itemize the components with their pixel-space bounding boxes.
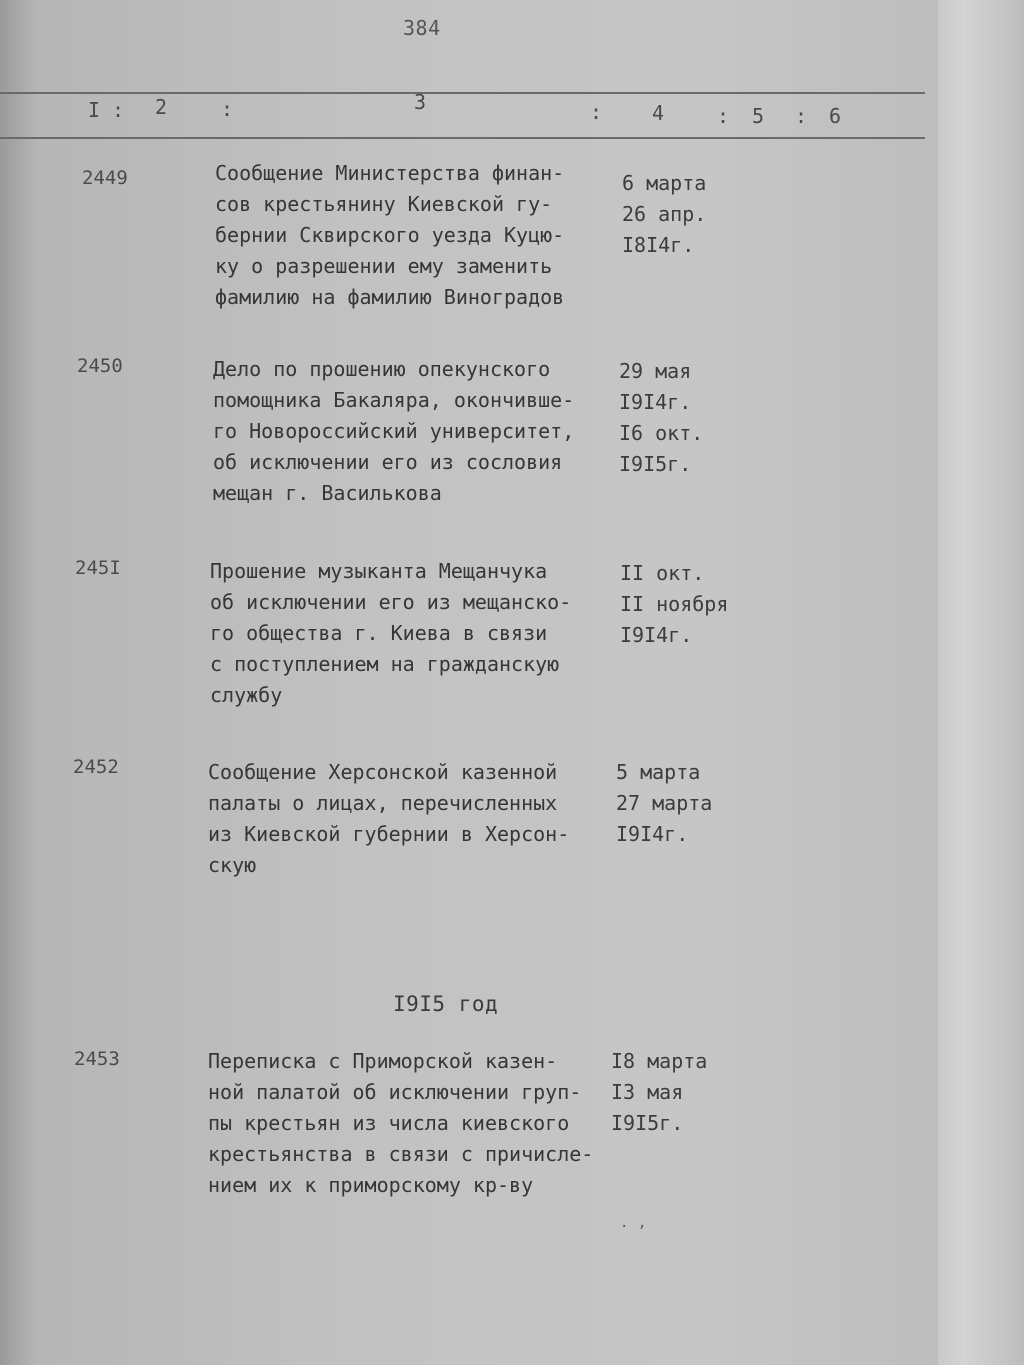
description-line: об исключении его из мещанско-	[210, 590, 572, 614]
description-line: Переписка с Приморской казен-	[208, 1049, 558, 1073]
column-separator: :	[112, 98, 125, 122]
description-line: ку о разрешении ему заменить	[215, 254, 553, 278]
description-line: Дело по прошению опекунского	[213, 357, 551, 381]
date-line: I8 марта	[611, 1049, 708, 1073]
page-edge-background	[938, 0, 1024, 1365]
date-line: 5 марта	[616, 760, 701, 784]
date-line: I6 окт.	[619, 421, 704, 445]
description-line: нием их к приморскому кр-ву	[208, 1173, 534, 1197]
column-header-2: 2	[155, 95, 168, 119]
entry-number: 245I	[75, 557, 121, 579]
description-line: го Новороссийский университет,	[213, 419, 575, 443]
date-line: I9I5г.	[619, 452, 692, 476]
header-top-rule	[0, 92, 925, 94]
entry-dates	[611, 1046, 707, 1139]
column-separator: :	[795, 104, 808, 128]
date-line: 29 мая	[619, 359, 692, 383]
date-line: II ноября	[620, 592, 729, 616]
date-line: I9I5г.	[611, 1111, 684, 1135]
header-bottom-rule	[0, 137, 925, 139]
entry-dates	[616, 757, 712, 850]
description-line: пы крестьян из числа киевского	[208, 1111, 570, 1135]
entry-dates	[619, 356, 703, 480]
entry-description	[208, 757, 569, 881]
year-heading: I9I5 год	[393, 992, 499, 1016]
stray-marks: . ,	[620, 1215, 647, 1231]
entry-number: 2450	[77, 355, 123, 377]
description-line: помощника Бакаляра, окончивше-	[213, 388, 575, 412]
entry-dates	[622, 168, 706, 261]
description-line: скую	[208, 853, 257, 877]
column-header-1: I	[88, 98, 101, 122]
description-line: крестьянства в связи с причисле-	[208, 1142, 594, 1166]
date-line: 27 марта	[616, 791, 713, 815]
description-line: сов крестьянину Киевской гу-	[215, 192, 553, 216]
description-line: мещан г. Василькова	[213, 481, 442, 505]
entry-number: 2453	[74, 1048, 120, 1070]
description-line: об исключении его из сословия	[213, 450, 563, 474]
date-line: I8I4г.	[622, 233, 695, 257]
column-separator: :	[221, 97, 234, 121]
column-header-6: 6	[829, 104, 842, 128]
column-header-3: 3	[414, 90, 427, 114]
column-header-4: 4	[652, 101, 665, 125]
entry-dates	[620, 558, 728, 651]
entry-description	[208, 1046, 593, 1201]
column-separator: :	[590, 100, 603, 124]
description-line: Сообщение Херсонской казенной	[208, 760, 558, 784]
description-line: палаты о лицах, перечисленных	[208, 791, 558, 815]
entry-description	[210, 556, 571, 711]
description-line: бернии Сквирского уезда Куцю-	[215, 223, 565, 247]
description-line: Сообщение Министерства финан-	[215, 161, 565, 185]
date-line: 6 марта	[622, 171, 707, 195]
entry-number: 2452	[73, 756, 119, 778]
description-line: из Киевской губернии в Херсон-	[208, 822, 570, 846]
date-line: 26 апр.	[622, 202, 707, 226]
entry-description	[215, 158, 564, 313]
date-line: I3 мая	[611, 1080, 684, 1104]
entry-number: 2449	[82, 167, 128, 189]
description-line: ной палатой об исключении груп-	[208, 1080, 582, 1104]
description-line: службу	[210, 683, 283, 707]
page-number: 384	[403, 16, 441, 40]
date-line: II окт.	[620, 561, 705, 585]
description-line: го общества г. Киева в связи	[210, 621, 548, 645]
column-separator: :	[717, 104, 730, 128]
date-line: I9I4г.	[616, 822, 689, 846]
date-line: I9I4г.	[620, 623, 693, 647]
date-line: I9I4г.	[619, 390, 692, 414]
description-line: фамилию на фамилию Виноградов	[215, 285, 565, 309]
description-line: Прошение музыканта Мещанчука	[210, 559, 548, 583]
description-line: с поступлением на гражданскую	[210, 652, 560, 676]
entry-description	[213, 354, 574, 509]
column-header-5: 5	[752, 104, 765, 128]
